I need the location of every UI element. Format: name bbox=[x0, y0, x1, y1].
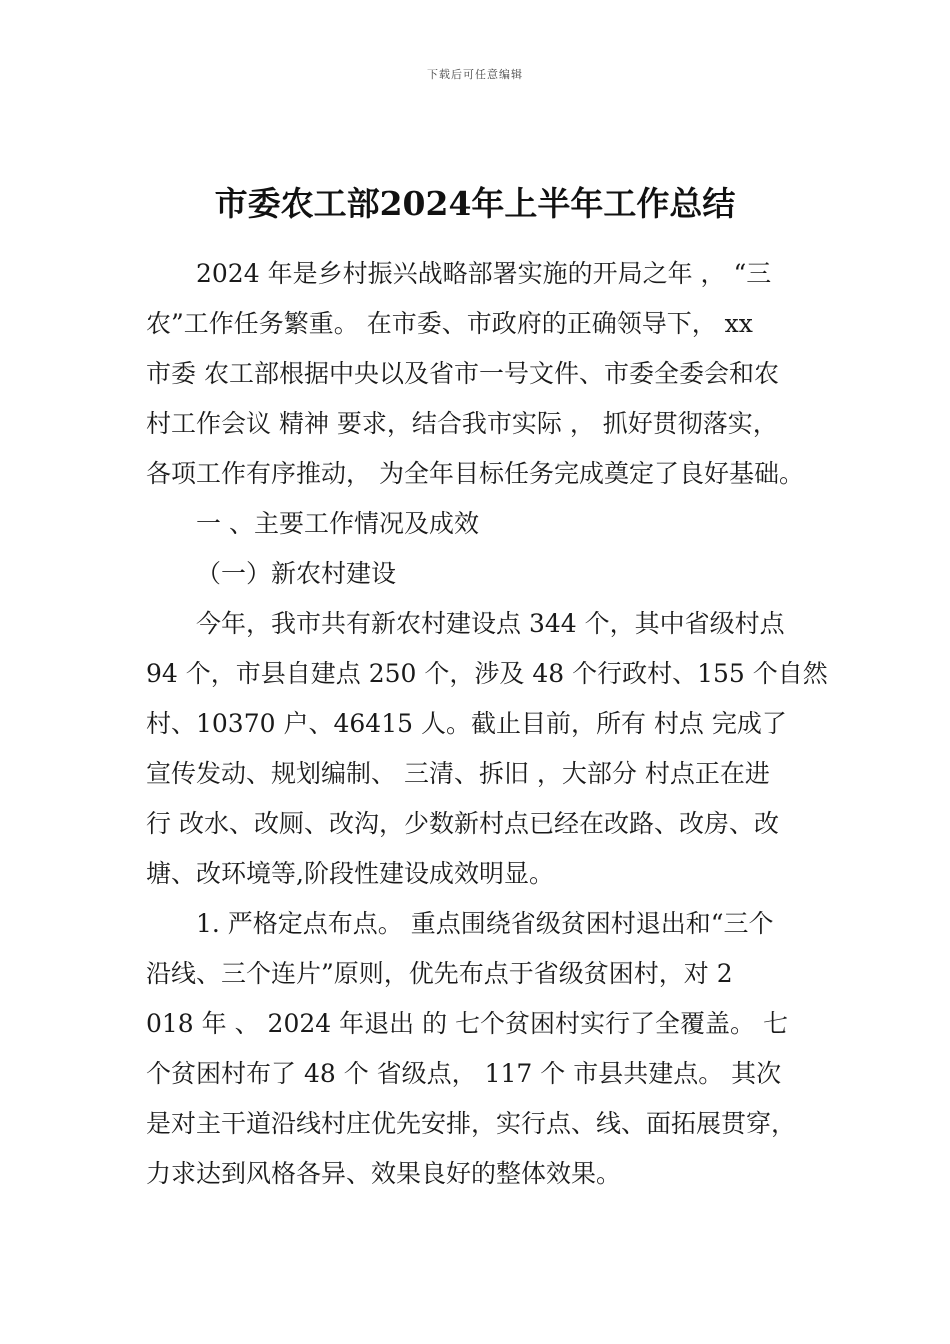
paragraph-line: 个贫困村布了 48 个 省级点， 117 个 市县共建点。 其次 bbox=[146, 1059, 782, 1088]
paragraph-line: 沿线、三个连片”原则，优先布点于省级贫困村，对 2 bbox=[146, 959, 733, 988]
paragraph-line: 农”工作任务繁重。 在市委、市政府的正确领导下， xx bbox=[146, 309, 753, 338]
paragraph-line: 1. 严格定点布点。 重点围绕省级贫困村退出和“三个 bbox=[196, 909, 774, 938]
paragraph-line: 塘、改环境等,阶段性建设成效明显。 bbox=[146, 859, 554, 888]
paragraph-line: 村工作会议 精神 要求，结合我市实际 ， 抓好贯彻落实， bbox=[146, 409, 778, 438]
paragraph-line: 村、10370 户、46415 人。截止目前，所有 村点 完成了 bbox=[146, 709, 787, 738]
subsection-heading: （一）新农村建设 bbox=[196, 559, 397, 588]
paragraph-line: 行 改水、改厕、改沟，少数新村点已经在改路、改房、改 bbox=[146, 809, 779, 838]
section-heading: 一 、主要工作情况及成效 bbox=[196, 509, 479, 538]
header-note: 下载后可任意编辑 bbox=[427, 68, 523, 81]
paragraph-line: 94 个，市县自建点 250 个，涉及 48 个行政村、155 个自然 bbox=[146, 659, 828, 688]
page-title: 市委农工部2024年上半年工作总结 bbox=[214, 184, 736, 223]
paragraph-line: 018 年 、 2024 年退出 的 七个贫困村实行了全覆盖。 七 bbox=[146, 1009, 788, 1038]
paragraph-line: 各项工作有序推动， 为全年目标任务完成奠定了良好基础。 bbox=[146, 459, 804, 488]
paragraph-line: 今年，我市共有新农村建设点 344 个，其中省级村点 bbox=[196, 609, 785, 638]
paragraph-line: 力求达到风格各异、效果良好的整体效果。 bbox=[146, 1159, 622, 1188]
paragraph-line: 是对主干道沿线村庄优先安排，实行点、线、面拓展贯穿， bbox=[146, 1109, 797, 1138]
paragraph-line: 市委 农工部根据中央以及省市一号文件、市委全委会和农 bbox=[146, 359, 779, 388]
paragraph-line: 2024 年是乡村振兴战略部署实施的开局之年 ， “三 bbox=[196, 259, 772, 288]
paragraph-line: 宣传发动、规划编制、 三清、拆旧 ，大部分 村点正在进 bbox=[146, 759, 770, 788]
